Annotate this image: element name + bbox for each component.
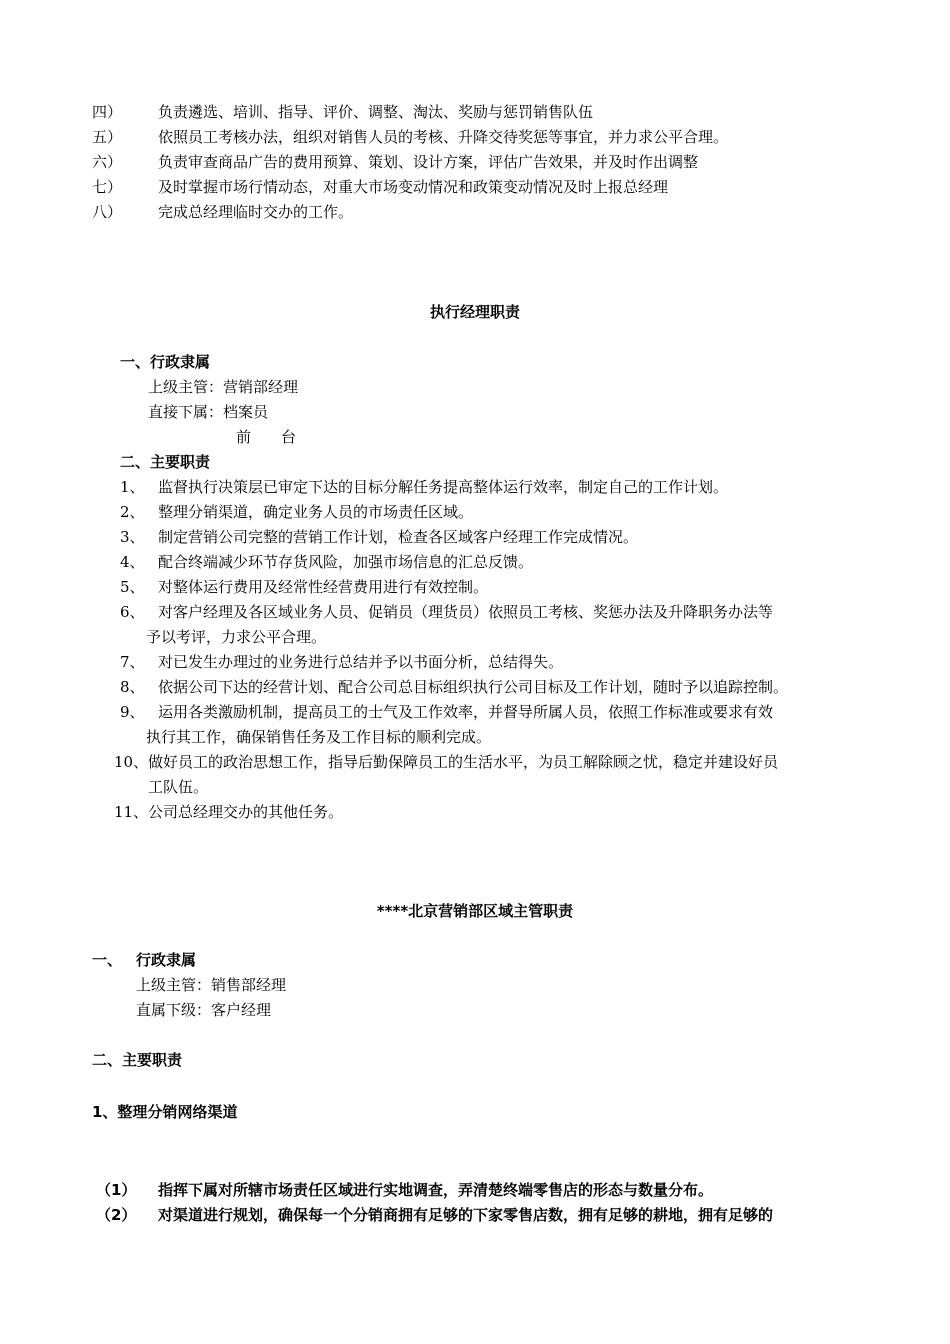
- duty-text: 依据公司下达的经营计划、配合公司总目标组织执行公司目标及工作计划，随时予以追踪控制。: [158, 678, 789, 696]
- duty-text: 配合终端减少环节存货风险，加强市场信息的汇总反馈。: [158, 553, 534, 571]
- duty-text: 制定营销公司完整的营销工作计划，检查各区域客户经理工作完成情况。: [158, 528, 639, 546]
- list-item: 完成总经理临时交办的工作。: [158, 203, 354, 221]
- duty-number: 9、: [120, 703, 145, 721]
- list-number: 六）: [92, 153, 123, 171]
- subordinate-line-2: 前 台: [236, 428, 297, 446]
- list-item: 负责遴选、培训、指导、评价、调整、淘汰、奖励与惩罚销售队伍: [158, 103, 594, 121]
- list-item: 及时掌握市场行情动态，对重大市场变动情况和政策变动情况及时上报总经理: [158, 178, 669, 196]
- duty-text: 监督执行决策层已审定下达的目标分解任务提高整体运行效率，制定自己的工作计划。: [158, 478, 729, 496]
- section-title: ****北京营销部区域主管职责: [376, 902, 574, 920]
- admin-number: 一、: [92, 951, 123, 969]
- admin-heading: 一、行政隶属: [120, 353, 211, 371]
- duty-number: 1、: [120, 478, 145, 496]
- superior-line: 上级主管：营销部经理: [148, 378, 299, 396]
- list-item: 负责审查商品广告的费用预算、策划、设计方案，评估广告效果，并及时作出调整: [158, 153, 699, 171]
- duty-number: 3、: [120, 528, 145, 546]
- superior-line: 上级主管：销售部经理: [136, 976, 287, 994]
- duty-text: 公司总经理交办的其他任务。: [148, 803, 344, 821]
- duty-text: 对已发生办理过的业务进行总结并予以书面分析，总结得失。: [158, 653, 564, 671]
- duty-number: 7、: [120, 653, 145, 671]
- duty-number: 6、: [120, 603, 145, 621]
- list-number: 七）: [92, 178, 123, 196]
- duty-text-continued: 予以考评，力求公平合理。: [146, 628, 327, 646]
- duty-text: 整理分销渠道，确定业务人员的市场责任区域。: [158, 503, 474, 521]
- duty-text: 做好员工的政治思想工作，指导后勤保障员工的生活水平，为员工解除顾之忧，稳定并建设好员: [148, 753, 779, 771]
- duty-number: 10、: [114, 753, 149, 771]
- item-text: 对渠道进行规划，确保每一个分销商拥有足够的下家零售店数，拥有足够的耕地，拥有足够的: [158, 1206, 774, 1224]
- duty-number: 2、: [120, 503, 145, 521]
- duty-text: 对整体运行费用及经常性经营费用进行有效控制。: [158, 578, 489, 596]
- duties-heading: 二、主要职责: [120, 453, 211, 471]
- admin-heading: 行政隶属: [136, 951, 197, 969]
- duty-text: 运用各类激励机制，提高员工的士气及工作效率，并督导所属人员，依照工作标准或要求有效: [158, 703, 774, 721]
- duty-number: 11、: [114, 803, 149, 821]
- sub-heading: 1、整理分销网络渠道: [92, 1103, 238, 1121]
- list-number: 四）: [92, 103, 123, 121]
- duty-text-continued: 工队伍。: [148, 778, 209, 796]
- item-number: （1）: [96, 1181, 137, 1199]
- duty-number: 5、: [120, 578, 145, 596]
- duty-text: 对客户经理及各区域业务人员、促销员（理货员）依照员工考核、奖惩办法及升降职务办法等: [158, 603, 774, 621]
- list-number: 五）: [92, 128, 123, 146]
- item-number: （2）: [96, 1206, 137, 1224]
- list-item: 依照员工考核办法，组织对销售人员的考核、升降交待奖惩等事宜，并力求公平合理。: [158, 128, 729, 146]
- item-text: 指挥下属对所辖市场责任区域进行实地调查，弄清楚终端零售店的形态与数量分布。: [158, 1181, 714, 1199]
- duty-number: 8、: [120, 678, 145, 696]
- list-number: 八）: [92, 203, 123, 221]
- duties-heading: 二、主要职责: [92, 1051, 183, 1069]
- subordinate-line: 直属下级：客户经理: [136, 1001, 272, 1019]
- duty-number: 4、: [120, 553, 145, 571]
- section-title: 执行经理职责: [429, 303, 520, 321]
- subordinate-line: 直接下属：档案员: [148, 403, 269, 421]
- duty-text-continued: 执行其工作，确保销售任务及工作目标的顺利完成。: [146, 728, 492, 746]
